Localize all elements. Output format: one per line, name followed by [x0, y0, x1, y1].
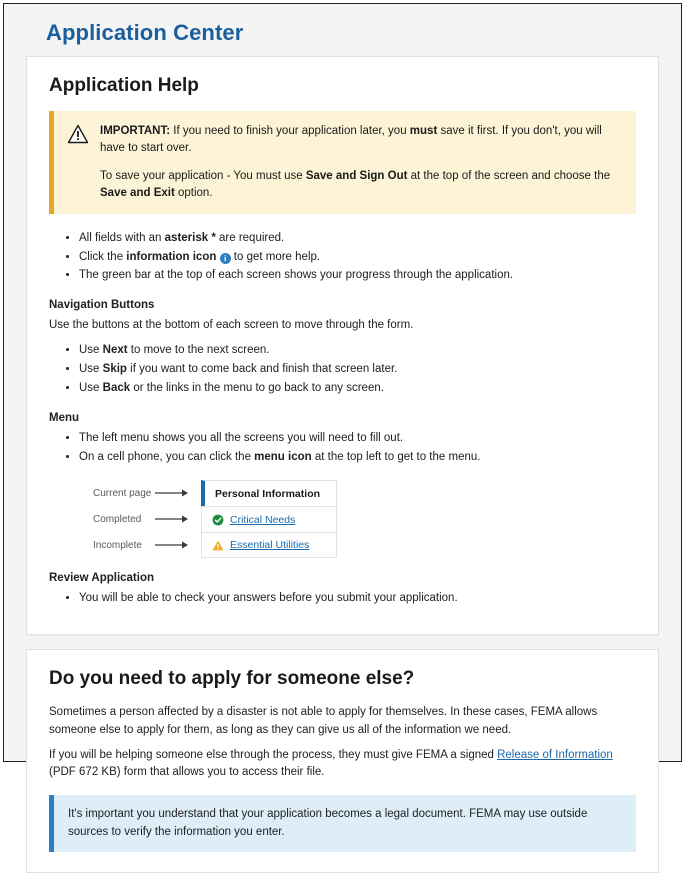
alert-line1-before: If you need to finish your application later, you [170, 125, 410, 137]
apply-for-someone-else-card [26, 649, 659, 873]
menu-item-essential-utilities[interactable] [201, 532, 337, 558]
release-of-information-link[interactable]: Release of Information [497, 748, 613, 761]
bullet-text-after: if you want to come back and finish that screen later. [126, 363, 398, 376]
menu-heading: Menu [49, 411, 80, 424]
list-item [79, 267, 636, 285]
info-circle-icon: i [220, 253, 231, 264]
bullet-text-after: or the links in the menu to go back to any screen. [130, 382, 384, 394]
bullet-text-after: are required. [215, 231, 285, 244]
legal-document-note: It's important you understand that your application becomes a legal document. FEMA may use outside sources to verify the information you enter. [49, 795, 636, 852]
bullet-text-before: Use [79, 363, 103, 376]
bullet-text-bold: Skip [102, 363, 127, 376]
list-item [79, 230, 636, 248]
navigation-intro-text: Use the buttons at the bottom of each screen to move through the form. [49, 319, 414, 332]
warning-triangle-icon [66, 125, 90, 143]
alert-line2-bold1: Save and Sign Out [305, 170, 408, 183]
check-circle-icon [212, 514, 224, 526]
page-title: Application Center [46, 20, 244, 45]
alert-important-label: IMPORTANT: [100, 125, 171, 137]
bullet-text-after: to get more help. [230, 250, 321, 263]
menu-example-row-completed [93, 506, 337, 532]
paragraph2-after: (PDF 672 KB) form that allows you to access their file. [49, 766, 325, 778]
review-bullet-list [49, 590, 636, 608]
navigation-bullet-list [49, 342, 636, 397]
bullet-text-bold: asterisk * [164, 231, 216, 244]
bullet-text-before: Click the [79, 250, 127, 263]
menu-item-personal-information[interactable] [201, 480, 337, 506]
bullet-text-before: You will be able to check your answers before you submit your application. [79, 592, 458, 605]
menu-status-label: Completed [93, 513, 142, 525]
menu-item-label: Critical Needs [230, 513, 296, 526]
important-alert-body [100, 123, 622, 202]
bullet-text-bold: Next [102, 344, 128, 357]
apply-for-someone-else-heading: Do you need to apply for someone else? [49, 668, 415, 690]
list-item [79, 361, 636, 379]
alert-line-1 [100, 123, 622, 156]
menu-bullet-list [49, 430, 636, 467]
alert-line2-after: option. [174, 187, 213, 200]
alert-line-2 [100, 168, 622, 201]
app-header [4, 4, 681, 56]
list-item [79, 430, 636, 448]
bullet-text-bold: Back [102, 382, 131, 394]
list-item [79, 249, 636, 267]
navigation-buttons-heading: Navigation Buttons [49, 299, 155, 312]
bullet-text-before: Use [79, 382, 103, 394]
important-alert [49, 111, 636, 214]
arrow-right-icon [155, 532, 201, 558]
bullet-text-before: The left menu shows you all the screens you will need to fill out. [79, 431, 404, 444]
application-page-frame [3, 3, 682, 838]
review-application-heading: Review Application [49, 572, 155, 585]
alert-line1-after: save it first. If you don't, you will have to start over. [100, 125, 602, 154]
list-item [79, 449, 636, 467]
list-item [79, 590, 636, 608]
alert-line1-bold: must [409, 125, 438, 137]
arrow-right-icon [155, 480, 201, 506]
general-bullet-list [49, 230, 636, 285]
application-help-card [26, 56, 659, 635]
menu-item-label: Personal Information [215, 487, 321, 500]
menu-example-row-incomplete [93, 532, 337, 558]
arrow-right-icon [155, 506, 201, 532]
menu-item-critical-needs[interactable] [201, 506, 337, 532]
menu-item-label: Essential Utilities [230, 539, 310, 552]
bullet-text-before: The green bar at the top of each screen shows your progress through the application. [79, 269, 514, 282]
list-item [79, 380, 636, 398]
menu-example-diagram [93, 480, 337, 558]
menu-example-row-current [93, 480, 337, 506]
list-item [79, 342, 636, 360]
menu-status-label: Incomplete [93, 539, 142, 551]
alert-line2-bold2: Save and Exit [100, 187, 175, 200]
bullet-text-before: All fields with an [79, 231, 165, 244]
bullet-text-bold: menu icon [254, 450, 312, 463]
someone-else-paragraph-2 [49, 747, 636, 782]
bullet-text-before: Use [79, 344, 103, 357]
someone-else-paragraph-1: Sometimes a person affected by a disaster is not able to apply for themselves. In these cases, FEMA allows someone else to apply for them, as long as they can give us all of the information we need. [49, 706, 598, 736]
paragraph2-before: If you will be helping someone else through the process, they must give FEMA a signed [49, 748, 498, 761]
bullet-text-before: On a cell phone, you can click the [79, 450, 255, 463]
alert-line2-before: To save your application - You must use [100, 170, 306, 183]
bullet-text-after: to move to the next screen. [127, 344, 270, 357]
alert-line2-mid: at the top of the screen and choose the [407, 170, 611, 183]
menu-status-label: Current page [93, 487, 152, 499]
application-help-heading: Application Help [49, 75, 199, 96]
warning-triangle-icon [212, 539, 224, 551]
bullet-text-after: at the top left to get to the menu. [311, 450, 481, 463]
bullet-text-bold: information icon [126, 250, 217, 263]
